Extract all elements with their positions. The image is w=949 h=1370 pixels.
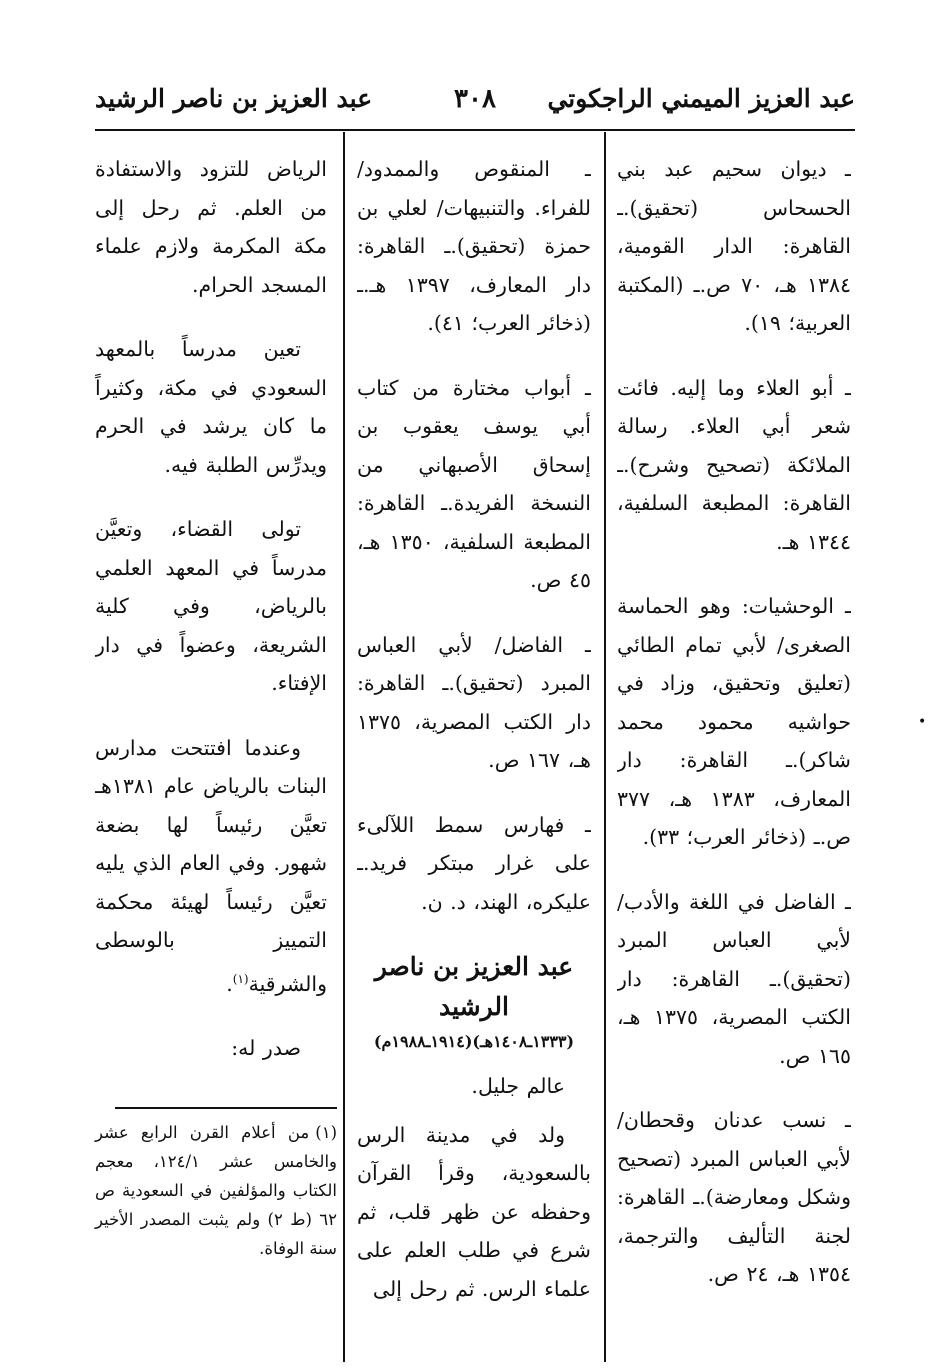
paragraph-end: . (226, 971, 233, 996)
margin-dot: • (918, 714, 927, 730)
page-number: ٣٠٨ (454, 84, 496, 114)
paragraph-text: وعندما افتتحت مدارس البنات بالرياض عام ١٣٨١هـ تعيَّن رئيساً لها بضعة شهور. وفي العام الذي يليه تعيَّن رئيساً لهيئة محكمة التمييز بالوسطى والشرقية (95, 735, 327, 996)
running-header (95, 80, 855, 120)
middle-column (357, 150, 591, 1365)
bibliography-entry: ـ المنقوص والممدود/ للفراء. والتنبيهات/ لعلي بن حمزة (تحقيق).ـ القاهرة: دار المعارف، ١٣٩٧ هـ.ـ (ذخائر العرب؛ ٤١). (357, 157, 591, 335)
biography-intro: عالم جليل. (471, 1074, 565, 1098)
biography-dates: (١٣٣٣ـ١٤٠٨هـ)(١٩١٤ـ١٩٨٨م) (373, 1032, 575, 1051)
biography-heading: عبد العزيز بن ناصر الرشيد (374, 952, 574, 1021)
bibliography-entry: ـ الفاضل/ لأبي العباس المبرد (تحقيق).ـ القاهرة: دار الكتب المصرية، ١٣٧٥ هـ، ١٦٧ ص. (357, 632, 591, 772)
column-divider-left (343, 132, 345, 1362)
bibliography-entry: ـ الفاضل في اللغة والأدب/ لأبي العباس المبرد (تحقيق).ـ القاهرة: دار الكتب المصرية، ١٣٧٥ هـ، ١٦٥ ص. (617, 889, 851, 1068)
left-column (95, 150, 327, 1090)
bibliography-entry: ـ أبواب مختارة من كتاب أبي يوسف يعقوب بن إسحاق الأصبهاني من النسخة الفريدة.ـ القاهرة: المطبعة السلفية، ١٣٥٠ هـ، ٤٥ ص. (357, 375, 591, 592)
header-left-title: عبد العزيز بن ناصر الرشيد (95, 84, 373, 113)
biography-paragraph: تولى القضاء، وتعيَّن مدرساً في المعهد العلمي بالرياض، وفي كلية الشريعة، وعضواً في دار الإفتاء. (95, 517, 327, 695)
bibliography-entry: ـ الوحشيات: وهو الحماسة الصغرى/ لأبي تمام الطائي (تعليق وتحقيق، وزاد في حواشيه محمود محمد شاكر).ـ القاهرة: دار المعارف، ١٣٨٣ هـ، ٣٧٧ ص.ـ (ذخائر العرب؛ ٣٣). (617, 594, 851, 849)
header-rule (95, 129, 855, 131)
column-divider-right (604, 132, 606, 1362)
footnote (95, 1118, 337, 1263)
right-column (617, 150, 851, 1365)
bibliography-entry: ـ نسب عدنان وقحطان/ لأبي العباس المبرد (تصحيح وشكل ومعارضة).ـ القاهرة: لجنة التأليف والترجمة، ١٣٥٤ هـ، ٢٤ ص. (617, 1108, 851, 1286)
footnote-reference: (١) (232, 971, 249, 986)
published-label: صدر له: (231, 1035, 301, 1060)
biography-paragraph (95, 729, 327, 1003)
biography-paragraph: ولد في مدينة الرس بالسعودية، وقرأ القرآن وحفظه عن ظهر قلب، ثم شرع في طلب العلم على علماء الرس. ثم رحل إلى (357, 1122, 591, 1301)
biography-paragraph: تعين مدرساً بالمعهد السعودي في مكة، وكثيراً ما كان يرشد في الحرم ويدرِّس الطلبة فيه. (95, 337, 327, 477)
header-right-title: عبد العزيز الميمني الراجكوتي (547, 84, 855, 113)
bibliography-entry: ـ ديوان سحيم عبد بني الحسحاس (تحقيق).ـ القاهرة: الدار القومية، ١٣٨٤ هـ، ٧٠ ص.ـ (المكتبة العربية؛ ١٩). (617, 157, 851, 335)
footnote-rule (115, 1107, 337, 1109)
footnote-number: (١) (315, 1123, 337, 1142)
footnote-text: من أعلام القرن الرابع عشر والخامس عشر ١٢٤/١، معجم الكتاب والمؤلفين في السعودية ص ٦٢ (ط ٢) ولم يثبت المصدر الأخير سنة الوفاة. (95, 1123, 338, 1258)
biography-paragraph: الرياض للتزود والاستفادة من العلم. ثم رحل إلى مكة المكرمة ولازم علماء المسجد الحرام. (95, 157, 327, 297)
bibliography-entry: ـ أبو العلاء وما إليه. فائت شعر أبي العلاء. رسالة الملائكة (تصحيح وشرح).ـ القاهرة: المطبعة السلفية، ١٣٤٤ هـ. (617, 375, 851, 554)
bibliography-entry: ـ فهارس سمط اللآلىء على غرار مبتكر فريد.ـ عليكره، الهند، د. ن. (357, 812, 591, 914)
